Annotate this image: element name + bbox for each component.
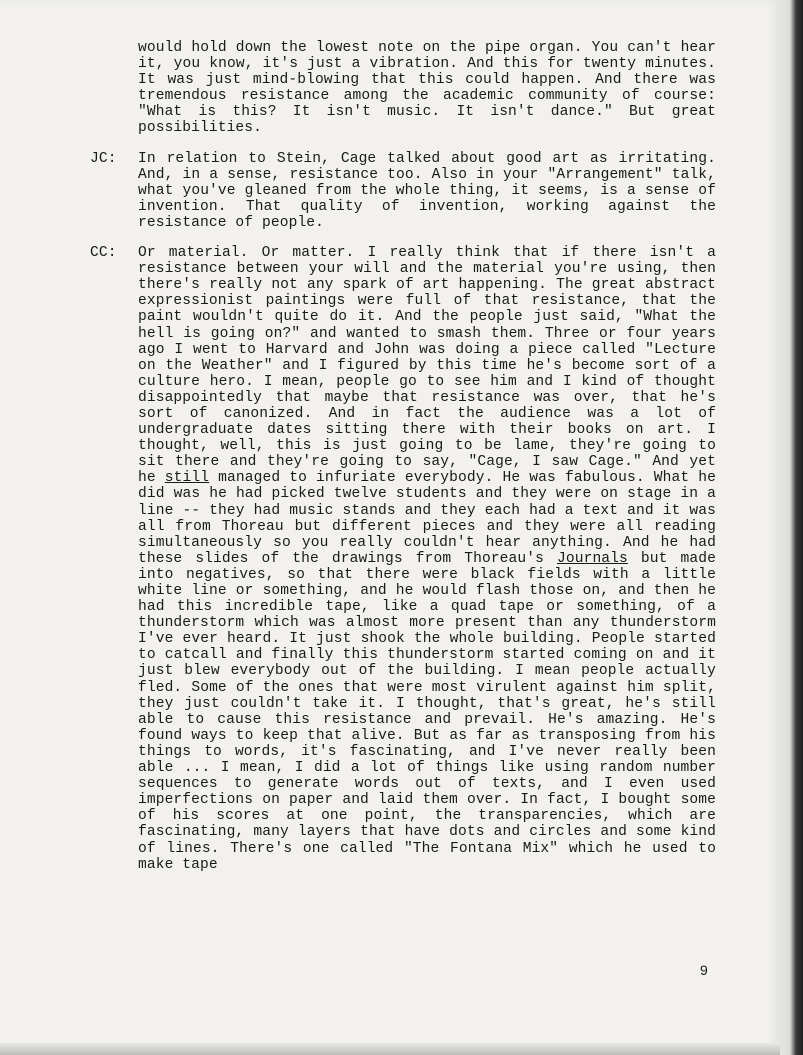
paragraph-cc: [90, 245, 716, 873]
paragraph-text: In relation to Stein, Cage talked about good art as irritating. And, in a sense, resistance too. Also in your "Arrangement" talk, what you've gleaned from the whole thing, it seems, is a sense of invention. That quality of invention, working against the resistance of people.: [138, 150, 716, 231]
text-segment: managed to infuriate everybody. He was fabulous. What he did was he had picked twelve students and they were on stage in a line -- they had music stands and they each had a text and it was all from Thoreau but different pieces and they were all reading simultaneously so you really couldn't hear anything. And he had these slides of the drawings from Thoreau's: [138, 470, 716, 567]
speaker-label: JC:: [90, 150, 117, 167]
page-number: 9: [700, 962, 708, 978]
text-segment: Or material. Or matter. I really think that if there isn't a resistance between your will and the material you're using, then there's really not any spark of art happening. The great abstract expressionist paintings were full of that resistance, that the paint wouldn't quite do it. And the people just said, "What the hell is going on?" and wanted to smash them. Three or four years ago I went to Harvard and John was doing a piece called "Lecture on the Weather" and I figured by this time he's become sort of a culture hero. I mean, people go to see him and I kind of thought disappointedly that maybe that resistance was over, that he's sort of canonized. And in fact the audience was a lot of undergraduate dates sitting there with their books on art. I thought, well, this is just going to be lame, they're going to sit there and they're going to say, "Cage, I saw Cage." And yet he: [138, 245, 716, 487]
underlined-title: Journals: [557, 550, 628, 567]
paragraph-text: [138, 245, 716, 873]
text-segment: but made into negatives, so that there were black fields with a little white line or something, and he would flash those on, and then he had this incredible tape, like a quad tape or something, of a thunderstorm which was almost more present than any thunderstorm I've ever heard. It just shook the whole building. People started to catcall and finally this thunderstorm started coming on and it just blew everybody out of the building. I mean people actually fled. Some of the ones that were most virulent against him split, they just couldn't take it. I thought, that's great, he's still able to cause this resistance and prevail. He's amazing. He's found ways to keep that alive. But as far as transposing from his things to words, it's fascinating, and I've never really been able ... I mean, I did a lot of things like using random number sequences to generate words out of texts, and I even used imperfections on paper and laid them over. In fact, I bought some of his scores at one point, the transparencies, which are fascinating, many layers that have dots and circles and some kind of lines. There's one called "The Fontana Mix" which he used to make tape: [138, 550, 716, 873]
paragraph-continuation: [138, 40, 716, 137]
paragraph-jc: [90, 150, 716, 231]
paragraph-text: would hold down the lowest note on the pipe organ. You can't hear it, you know, it's just a vibration. And this for twenty minutes. It was just mind-blowing that this could happen. And there was tremendous resistance among the academic community of course: "What is this? It isn't music. It isn't dance." But great possibilities.: [138, 40, 716, 137]
speaker-label: CC:: [90, 245, 117, 262]
scan-edge-shadow: [780, 0, 803, 1055]
page-bottom-edge: [0, 1043, 780, 1055]
transcript-body: [90, 40, 716, 873]
underlined-word: still: [164, 470, 210, 487]
